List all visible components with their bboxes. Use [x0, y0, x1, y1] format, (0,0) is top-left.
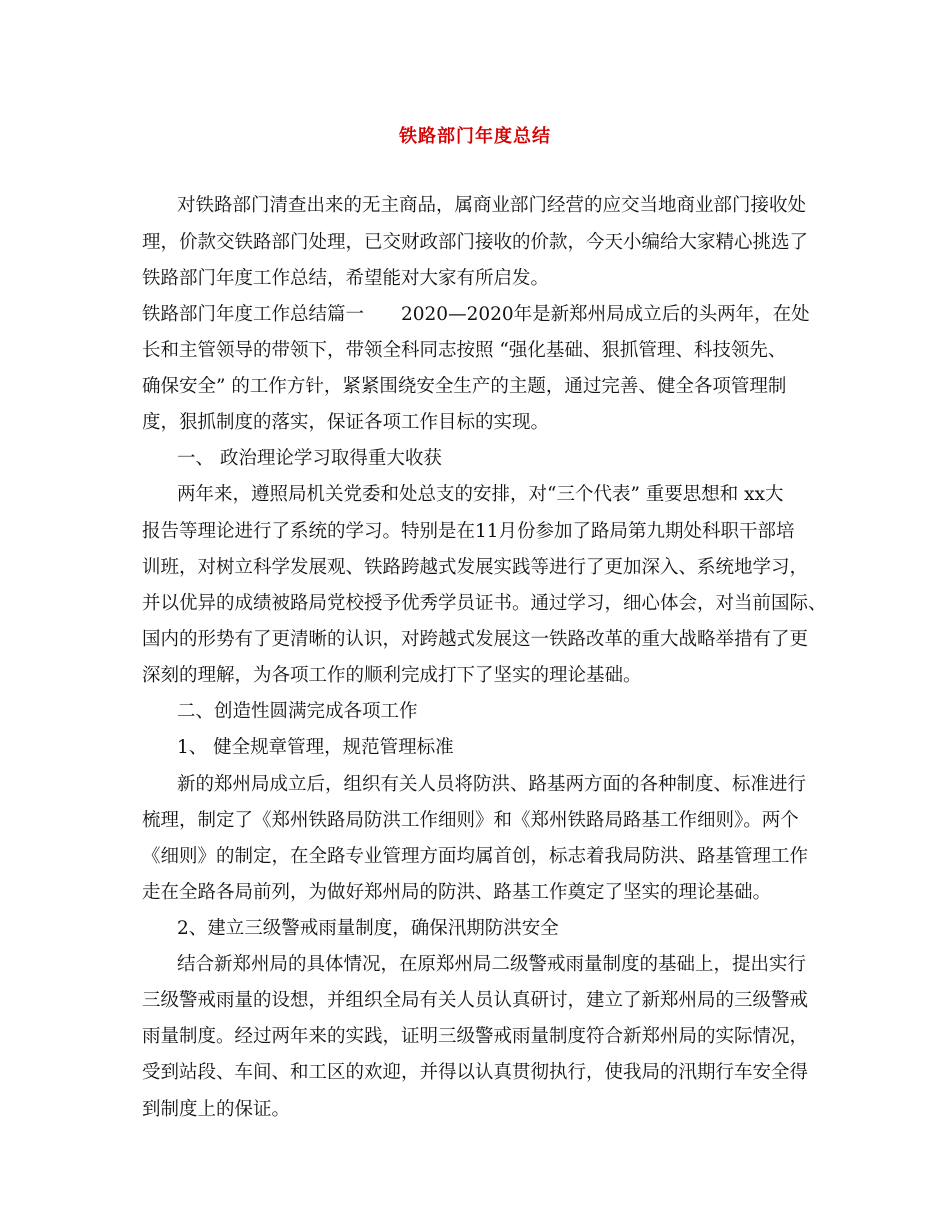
body-line: 对铁路部门清查出来的无主商品，属商业部门经营的应交当地商业部门接收处: [177, 195, 807, 216]
body-line: 雨量制度。经过两年来的实践，证明三级警戒雨量制度符合新郑州局的实际情况，: [142, 1026, 809, 1047]
body-line: 报告等理论进行了系统的学习。特别是在11月份参加了路局第九期处科职干部培: [142, 521, 795, 542]
section-heading: 一、 政治理论学习取得重大收获: [177, 448, 442, 469]
document-title: 铁路部门年度总结: [399, 126, 551, 147]
body-line: 确保安全” 的工作方针，紧紧围绕安全生产的主题，通过完善、健全各项管理制: [142, 376, 787, 397]
body-line: 《细则》的制定，在全路专业管理方面均属首创，标志着我局防洪、路基管理工作: [142, 846, 809, 867]
body-line: 度，狠抓制度的落实，保证各项工作目标的实现。: [142, 412, 550, 433]
body-line: 到制度上的保证。: [142, 1099, 291, 1120]
body-line: 理，价款交铁路部门处理，已交财政部门接收的价款，今天小编给大家精心挑选了: [142, 232, 809, 253]
subsection-heading: 2、建立三级警戒雨量制度，确保汛期防洪安全: [177, 918, 559, 939]
body-line: 梳理，制定了《郑州铁路局防洪工作细则》和《郑州铁路局路基工作细则》。两个: [142, 810, 799, 831]
body-line: 受到站段、车间、和工区的欢迎，并得以认真贯彻执行，使我局的汛期行车安全得: [142, 1062, 809, 1083]
section-heading: 二、创造性圆满完成各项工作: [177, 701, 418, 722]
body-line: 铁路部门年度工作总结篇一 2020—2020年是新郑州局成立后的头两年，在处: [142, 304, 810, 325]
body-line: 新的郑州局成立后，组织有关人员将防洪、路基两方面的各种制度、标准进行: [177, 774, 807, 795]
body-line: 三级警戒雨量的设想，并组织全局有关人员认真研讨，建立了新郑州局的三级警戒: [142, 990, 809, 1011]
body-line: 走在全路各局前列，为做好郑州局的防洪、路基工作奠定了坚实的理论基础。: [142, 882, 772, 903]
body-line: 训班，对树立科学发展观、铁路跨越式发展实践等进行了更加深入、系统地学习，: [142, 557, 809, 578]
subsection-heading: 1、 健全规章管理，规范管理标准: [177, 737, 454, 758]
body-line: 并以优异的成绩被路局党校授予优秀学员证书。通过学习，细心体会，对当前国际、: [142, 593, 827, 614]
body-line: 长和主管领导的带领下，带领全科同志按照 “强化基础、狠抓管理、科技领先、: [142, 340, 787, 361]
body-line: 国内的形势有了更清晰的认识，对跨越式发展这一铁路改革的重大战略举措有了更: [142, 629, 809, 650]
body-line: 铁路部门年度工作总结，希望能对大家有所启发。: [142, 268, 550, 289]
body-line: 两年来，遵照局机关党委和处总支的安排，对“三个代表” 重要思想和 xx大: [177, 484, 784, 505]
body-line: 深刻的理解，为各项工作的顺利完成打下了坚实的理论基础。: [142, 665, 642, 686]
body-line: 结合新郑州局的具体情况，在原郑州局二级警戒雨量制度的基础上，提出实行: [177, 954, 807, 975]
